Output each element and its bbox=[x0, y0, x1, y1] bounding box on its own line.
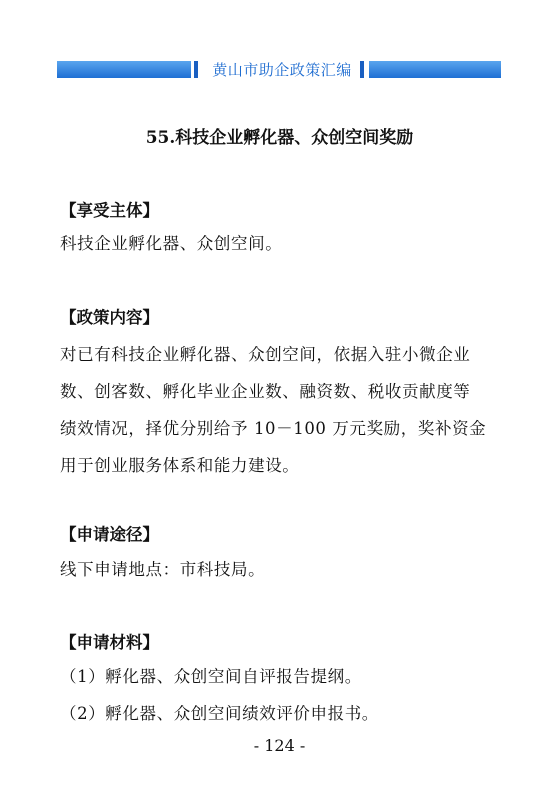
header-bar-left bbox=[57, 61, 191, 78]
section-heading-policy: 【政策内容】 bbox=[60, 308, 159, 327]
header-title: 黄山市助企政策汇编 bbox=[212, 61, 352, 79]
paragraph-line: 科技企业孵化器、众创空间。 bbox=[60, 234, 283, 253]
paragraph-line: 用于创业服务体系和能力建设。 bbox=[60, 456, 300, 475]
header-bar-right bbox=[369, 61, 501, 78]
list-item: （1）孵化器、众创空间自评报告提纲。 bbox=[60, 667, 362, 686]
section-body-application bbox=[60, 551, 502, 588]
list-item: （2）孵化器、众创空间绩效评价申报书。 bbox=[60, 704, 379, 723]
section-body-policy bbox=[60, 336, 502, 484]
section-heading-recipient: 【享受主体】 bbox=[60, 201, 159, 220]
section-body-recipient bbox=[60, 225, 502, 262]
header-divider-left bbox=[194, 61, 198, 78]
section-heading-application: 【申请途径】 bbox=[60, 525, 159, 544]
paragraph-line: 对已有科技企业孵化器、众创空间，依据入驻小微企业 bbox=[60, 345, 471, 364]
document-title: 55.科技企业孵化器、众创空间奖励 bbox=[145, 128, 414, 148]
header-divider-right bbox=[360, 61, 364, 78]
paragraph-line: 绩效情况，择优分别给予 10－100 万元奖励，奖补资金 bbox=[60, 419, 487, 438]
paragraph-line: 数、创客数、孵化毕业企业数、融资数、税收贡献度等 bbox=[60, 382, 471, 401]
section-body-materials bbox=[60, 658, 502, 732]
paragraph-line: 线下申请地点：市科技局。 bbox=[60, 560, 266, 579]
page-number: - 124 - bbox=[253, 736, 306, 755]
section-heading-materials: 【申请材料】 bbox=[60, 633, 159, 652]
header-banner bbox=[57, 61, 501, 78]
